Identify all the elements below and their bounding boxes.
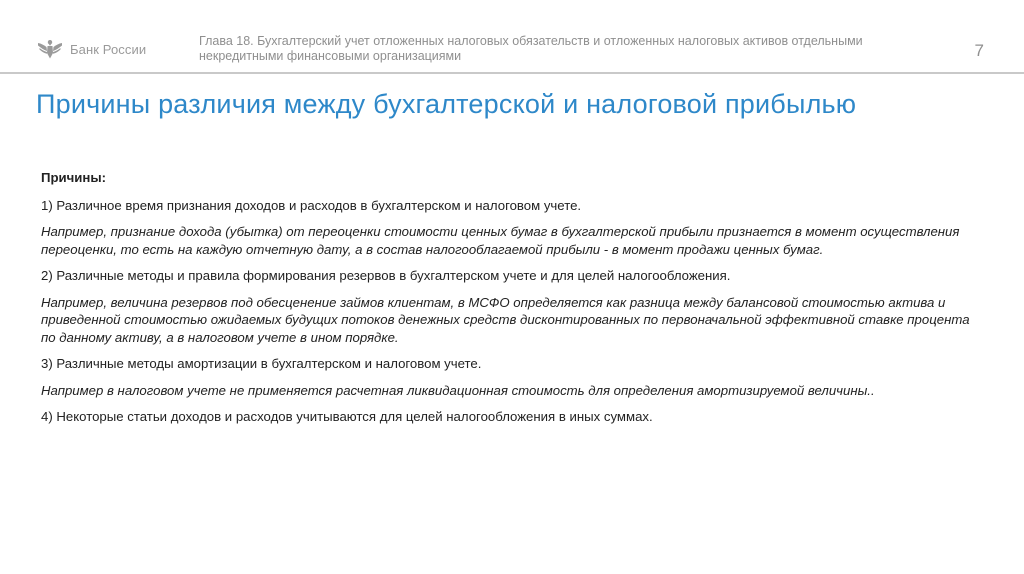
logo-text: Банк России bbox=[70, 41, 147, 57]
bank-logo bbox=[36, 37, 146, 61]
header-divider bbox=[0, 72, 1024, 74]
reason-1: 1) Различное время признания доходов и расходов в бухгалтерском и налоговом учете. bbox=[41, 197, 582, 213]
example-3: Например в налоговом учете не применяется расчетная ликвидационная стоимость для определения амортизируемой величины.. bbox=[41, 382, 875, 398]
page-number: 7 bbox=[974, 41, 984, 60]
content-heading: Причины: bbox=[41, 170, 107, 185]
example-2: Например, величина резервов под обесценение займов клиентам, в МСФО определяется как разница между балансовой стоимостью актива и приведенной стоимостью ожидаемых будущих потоков денежных средств дисконтированных по первоначальной эффективной ставке процента по данному активу, а в налоговом учете в ином порядке. bbox=[41, 294, 970, 345]
slide-content bbox=[41, 169, 976, 435]
reason-3: 3) Различные методы амортизации в бухгалтерском и налоговом учете. bbox=[41, 356, 482, 371]
eagle-emblem-icon bbox=[36, 37, 64, 61]
chapter-header: Глава 18. Бухгалтерский учет отложенных налоговых обязательств и отложенных налоговых активов отдельными некредитными финансовыми организациями bbox=[199, 34, 863, 63]
slide-title: Причины различия между бухгалтерской и налоговой прибылью bbox=[36, 89, 857, 119]
reason-4: 4) Некоторые статьи доходов и расходов учитываются для целей налогообложения в иных суммах. bbox=[41, 409, 653, 424]
example-1: Например, признание дохода (убытка) от переоценки стоимости ценных бумаг в бухгалтерской прибыли признается в момент осуществления переоценки, то есть на каждую отчетную дату, а в состав налогооблагаемой прибыли - в момент продажи ценных бумаг. bbox=[41, 224, 960, 257]
reason-2: 2) Различные методы и правила формирования резервов в бухгалтерском учете и для целей налогообложения. bbox=[41, 268, 731, 283]
